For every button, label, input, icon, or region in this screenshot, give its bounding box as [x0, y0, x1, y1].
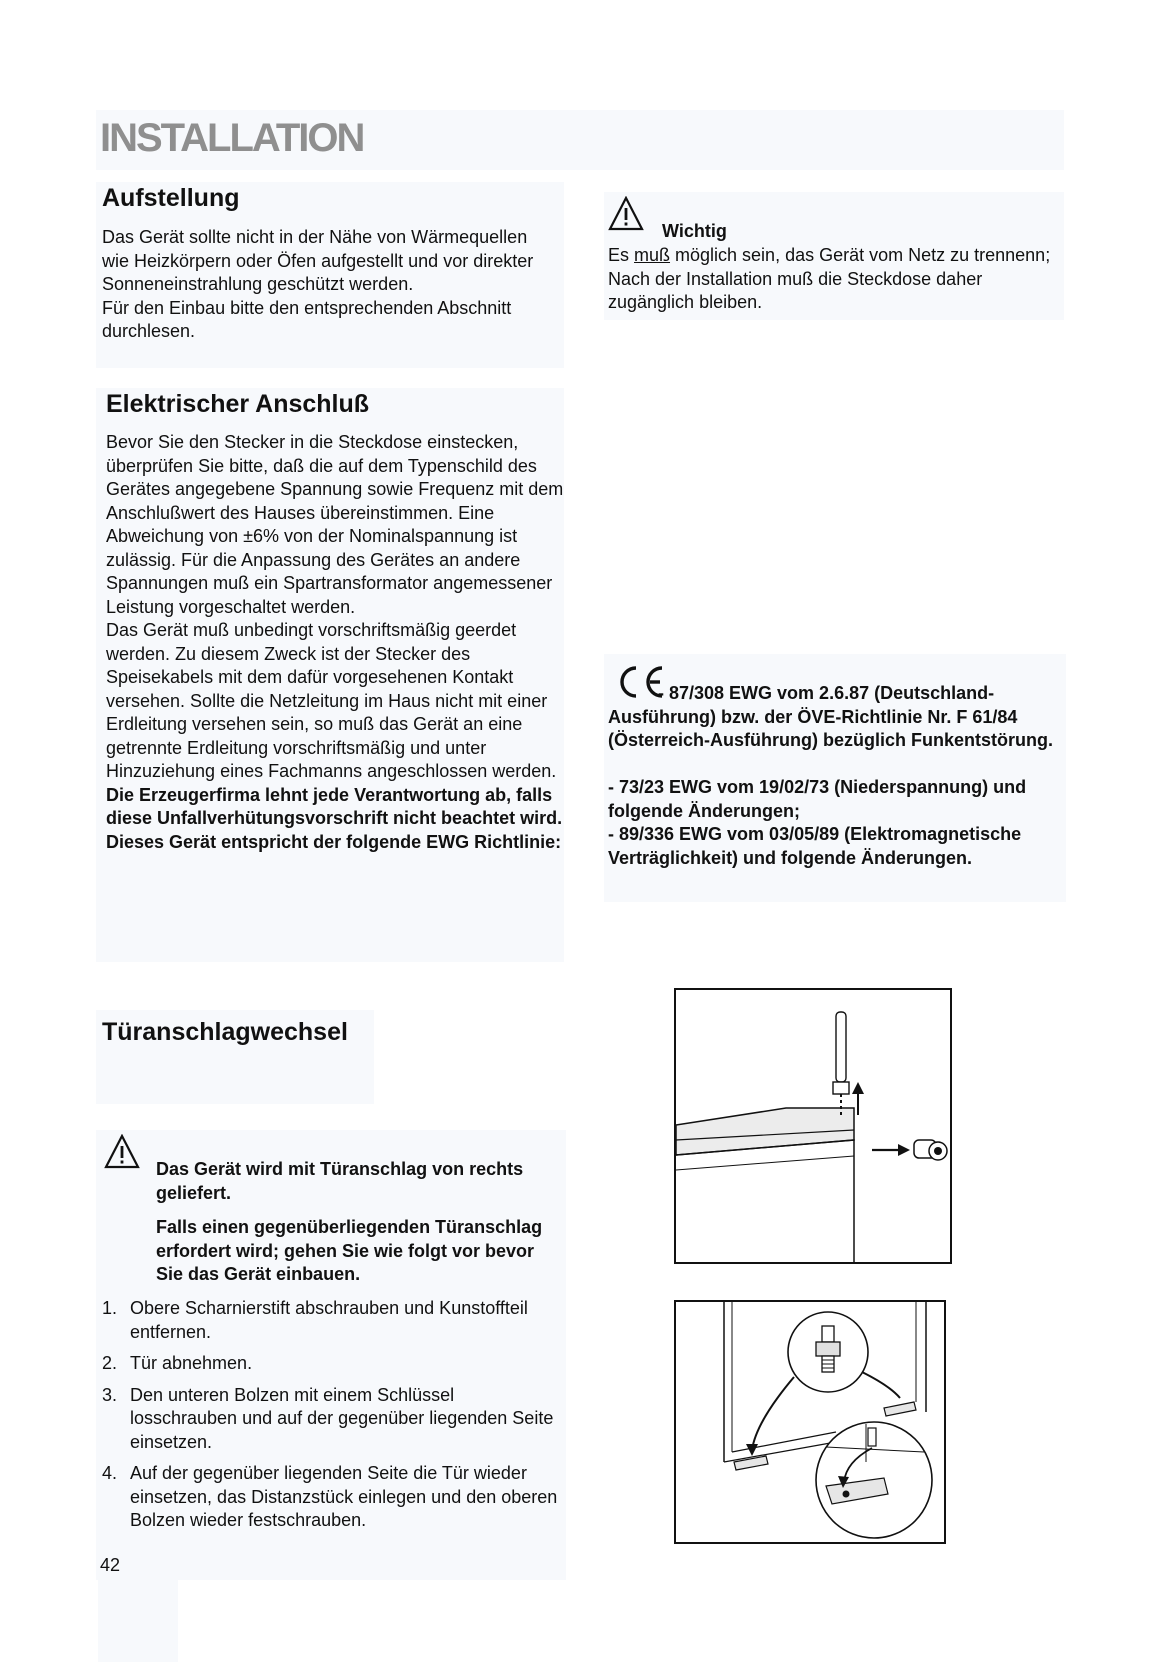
page-title: INSTALLATION [100, 116, 364, 160]
ce-directive-1: - 87/308 EWG vom 2.6.87 (Deutschland-Ausführung) bzw. der ÖVE-Richtlinie Nr. F 61/84 (Österreich-Ausführung) bezüglich Funkentstörung. [608, 683, 1053, 750]
step-text: Tür abnehmen. [130, 1353, 253, 1373]
wichtig-text [608, 244, 1058, 315]
wichtig-label: Wichtig [662, 221, 727, 241]
step-number: 3. [102, 1384, 118, 1405]
ce-directive-2: - 73/23 EWG vom 19/02/73 (Niederspannung) und folgende Änderungen; [608, 777, 1027, 821]
warning-icon [608, 196, 644, 232]
wichtig-box [604, 192, 1064, 320]
tueranschlag-steps [102, 1297, 562, 1541]
figure-top-hinge [674, 988, 952, 1264]
tueranschlag-section [96, 1130, 566, 1580]
aufstellung-paragraph-1: Das Gerät sollte nicht in der Nähe von Wärmequellen wie Heizkörpern oder Öfen aufgestellt und vor direkter Sonneneinstrahlung geschützt werden. [102, 227, 534, 294]
aufstellung-paragraph-2: Für den Einbau bitte den entsprechenden Abschnitt durchlesen. [102, 297, 512, 341]
step-text: Obere Scharnierstift abschrauben und Kunstoffteil entfernen. [130, 1298, 528, 1342]
list-item [102, 1384, 562, 1455]
aufstellung-body [102, 226, 558, 344]
warning-icon [104, 1134, 140, 1170]
elektrisch-heading: Elektrischer Anschluß [106, 390, 370, 418]
wichtig-text-end: möglich sein, das Gerät vom Netz zu trennenn; Nach der Installation muß die Steckdose daher zugänglich bleiben. [608, 245, 1051, 312]
figure-bottom-hinge [674, 1300, 946, 1544]
elektrisch-body [106, 431, 564, 854]
step-number: 1. [102, 1298, 118, 1318]
ce-section [604, 654, 1066, 902]
elektrisch-ewg-note: Dieses Gerät entspricht der folgende EWG Richtlinie: [106, 831, 562, 852]
wichtig-text-underlined: muß [634, 245, 671, 265]
bottom-hinge-illustration [676, 1302, 944, 1542]
list-item [102, 1297, 562, 1344]
tueranschlag-warning-2: Falls einen gegenüberliegenden Türanschlag erfordert wird; gehen Sie wie folgt vor bevor Sie das Gerät einbauen. [156, 1217, 543, 1284]
elektrisch-section [96, 388, 564, 962]
aufstellung-section [96, 182, 564, 368]
elektrisch-paragraph-2: Das Gerät muß unbedingt vorschriftsmäßig geerdet werden. Zu diesem Zweck ist der Stecker des Speisekabels mit dem dafür vorgesehenen Kontakt versehen. Sollte die Netzleitung im Haus nicht mit einer Erdleitung versehen sein, so muß das Gerät an eine getrennte Erdleitung vorschriftsmäßig und unter Hinzuziehung eines Fachmanns angeschlossen werden. [106, 620, 557, 781]
step-number: 2. [102, 1353, 118, 1373]
step-text: Den unteren Bolzen mit einem Schlüssel losschrauben und auf der gegenüber liegenden Seite einsetzen. [130, 1384, 554, 1452]
elektrisch-paragraph-1: Bevor Sie den Stecker in die Steckdose einstecken, überprüfen Sie bitte, daß die auf dem Typenschild des Gerätes angegebene Spannung sowie Frequenz mit dem Anschlußwert des Hauses übereinstimmen. Eine Abweichung von ±6% von der Nominalspannung ist zulässig. Für die Anpassung des Gerätes an andere Spannungen muß ein Spartransformator angemessener Leistung vorgeschaltet werden. [106, 432, 564, 617]
tueranschlag-warning-1: Das Gerät wird mit Türanschlag von rechts geliefert. [156, 1159, 524, 1203]
top-hinge-illustration [676, 990, 950, 1262]
ce-directive-3: - 89/336 EWG vom 03/05/89 (Elektromagnetische Verträglichkeit) und folgende Änderungen. [608, 824, 1022, 868]
aufstellung-heading: Aufstellung [102, 184, 240, 212]
tueranschlag-heading-panel [96, 1010, 374, 1104]
page-number: 42 [100, 1555, 121, 1575]
list-item [102, 1462, 562, 1533]
step-text: Auf der gegenüber liegenden Seite die Tür wieder einsetzen, das Distanzstück einlegen und den oberen Bolzen wieder festschrauben. [130, 1463, 558, 1530]
elektrisch-disclaimer: Die Erzeugerfirma lehnt jede Verantwortung ab, falls diese Unfallverhütungsvorschrift nicht beachtet wird. [106, 784, 563, 828]
step-number: 4. [102, 1463, 118, 1483]
list-item [102, 1352, 562, 1376]
wichtig-text-start: Es [608, 245, 635, 265]
tueranschlag-heading: Türanschlagwechsel [102, 1018, 348, 1046]
